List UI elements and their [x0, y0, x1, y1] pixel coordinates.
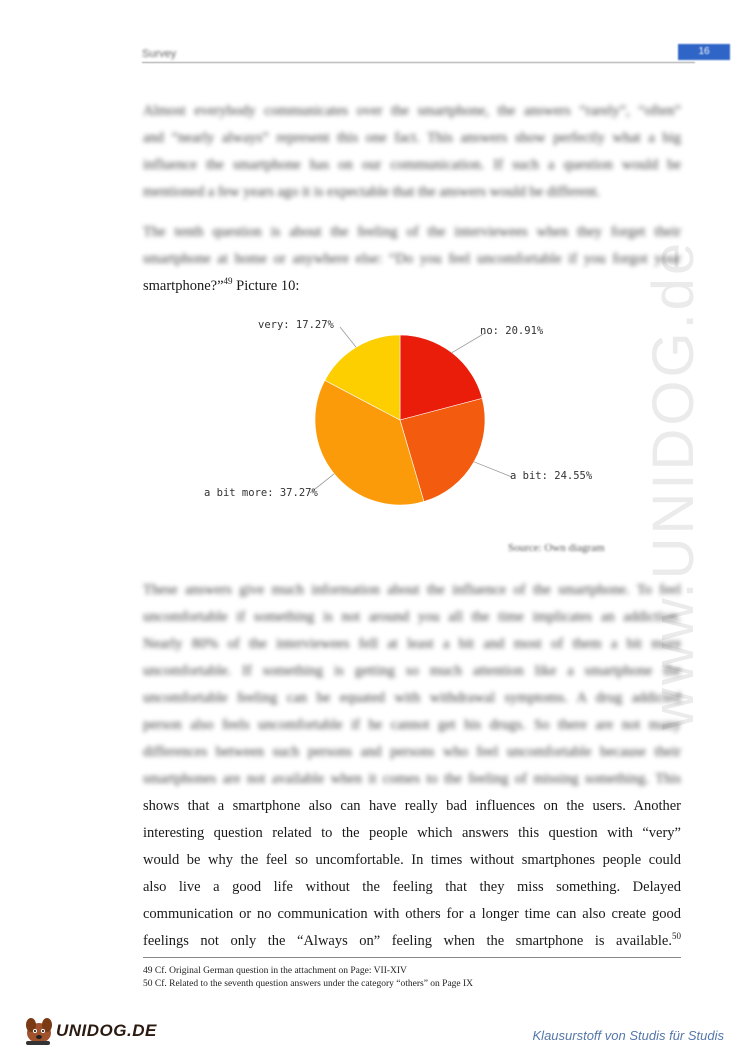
text-line: uncomfortable. If something is getting so much attention like a smartphone the: [143, 663, 681, 679]
text-line: and “nearly always” represent this one fact. This answers show perfectly what a big: [143, 130, 681, 146]
footer-slogan: Klausurstoff von Studis für Studis: [532, 1028, 724, 1043]
text-line: uncomfortable if something is not around you all the time implicates an addiction.: [143, 609, 681, 625]
paragraph-1: [143, 98, 681, 206]
logo-text: UNIDOG.DE: [56, 1021, 157, 1040]
dog-mascot-icon: [22, 1016, 54, 1046]
text-line: smartphones are not available when it comes to the feeling of missing something. This: [143, 771, 681, 787]
leader-line: [474, 462, 512, 477]
last-line-text: feelings not only the “Always on” feeling when the smartphone is available.: [143, 933, 672, 949]
slice-label-very: very: 17.27%: [258, 319, 334, 331]
text-line: person also feels uncomfortable if he cannot get his drugs. So there are not many: [143, 717, 681, 733]
chart-source: Source: Own diagram: [508, 542, 605, 554]
text-line-clear: also live a good life without the feeling that they miss something. Delayed: [143, 879, 681, 895]
paragraph-2: [143, 219, 681, 300]
text-line: Nearly 80% of the interviewees fell at least a bit and most of them a bit more: [143, 636, 681, 652]
page-number-badge: 16: [678, 44, 730, 60]
text-line: uncomfortable feeling can be equated with withdrawal symptoms. A drug addicted: [143, 690, 681, 706]
text-line-clear: [143, 273, 681, 300]
footnote-49: 49 Cf. Original German question in the attachment on Page: VII-XIV: [143, 966, 407, 976]
slice-label-no: no: 20.91%: [480, 325, 544, 337]
text-line-clear: interesting question related to the people which answers this question with “very”: [143, 825, 681, 841]
unidog-logo[interactable]: [22, 1013, 157, 1049]
footnote-ref-50: 50: [672, 931, 681, 942]
running-header-section: Survey: [142, 48, 177, 60]
text-line-clear: communication or no communication with others for a longer time can also create good: [143, 906, 681, 922]
slice-label-a-bit-more: a bit more: 37.27%: [204, 487, 318, 499]
footnote-ref-49: 49: [223, 276, 233, 287]
slice-label-a-bit: a bit: 24.55%: [510, 470, 593, 482]
watermark: www.UNIDOG.de: [641, 239, 706, 730]
text-line: The tenth question is about the feeling of the interviewees when they forget their: [143, 224, 681, 240]
text-line-clear: [143, 928, 681, 955]
question-text: smartphone?”: [143, 278, 224, 294]
paragraph-3: [143, 577, 681, 955]
text-line-clear: would be why the feel so uncomfortable. In times without smartphones people could: [143, 852, 681, 868]
text-line-clear: shows that a smartphone also can have really bad influences on the users. Another: [143, 798, 681, 814]
text-line: smartphone at home or anywhere else: “Do you feel uncomfortable if you forgot your: [143, 251, 681, 267]
footnote-50: 50 Cf. Related to the seventh question answers under the category “others” on Page IX: [143, 979, 474, 989]
text-line: These answers give much information about the influence of the smartphone. To feel: [143, 582, 681, 598]
pie-chart: [150, 305, 610, 525]
leader-line: [340, 327, 356, 347]
header-rule: [142, 62, 695, 63]
text-line: mentioned a few years ago it is expectable that the answers would be different.: [143, 184, 601, 200]
text-line: differences between such persons and persons who feel uncomfortable because their: [143, 744, 681, 760]
picture-caption: Picture 10:: [232, 278, 300, 294]
text-line: influence the smartphone has on our communication. If such a question would be: [143, 157, 681, 173]
text-line: Almost everybody communicates over the smartphone, the answers “rarely”, “often”: [143, 103, 681, 119]
footnote-rule: [143, 957, 681, 958]
